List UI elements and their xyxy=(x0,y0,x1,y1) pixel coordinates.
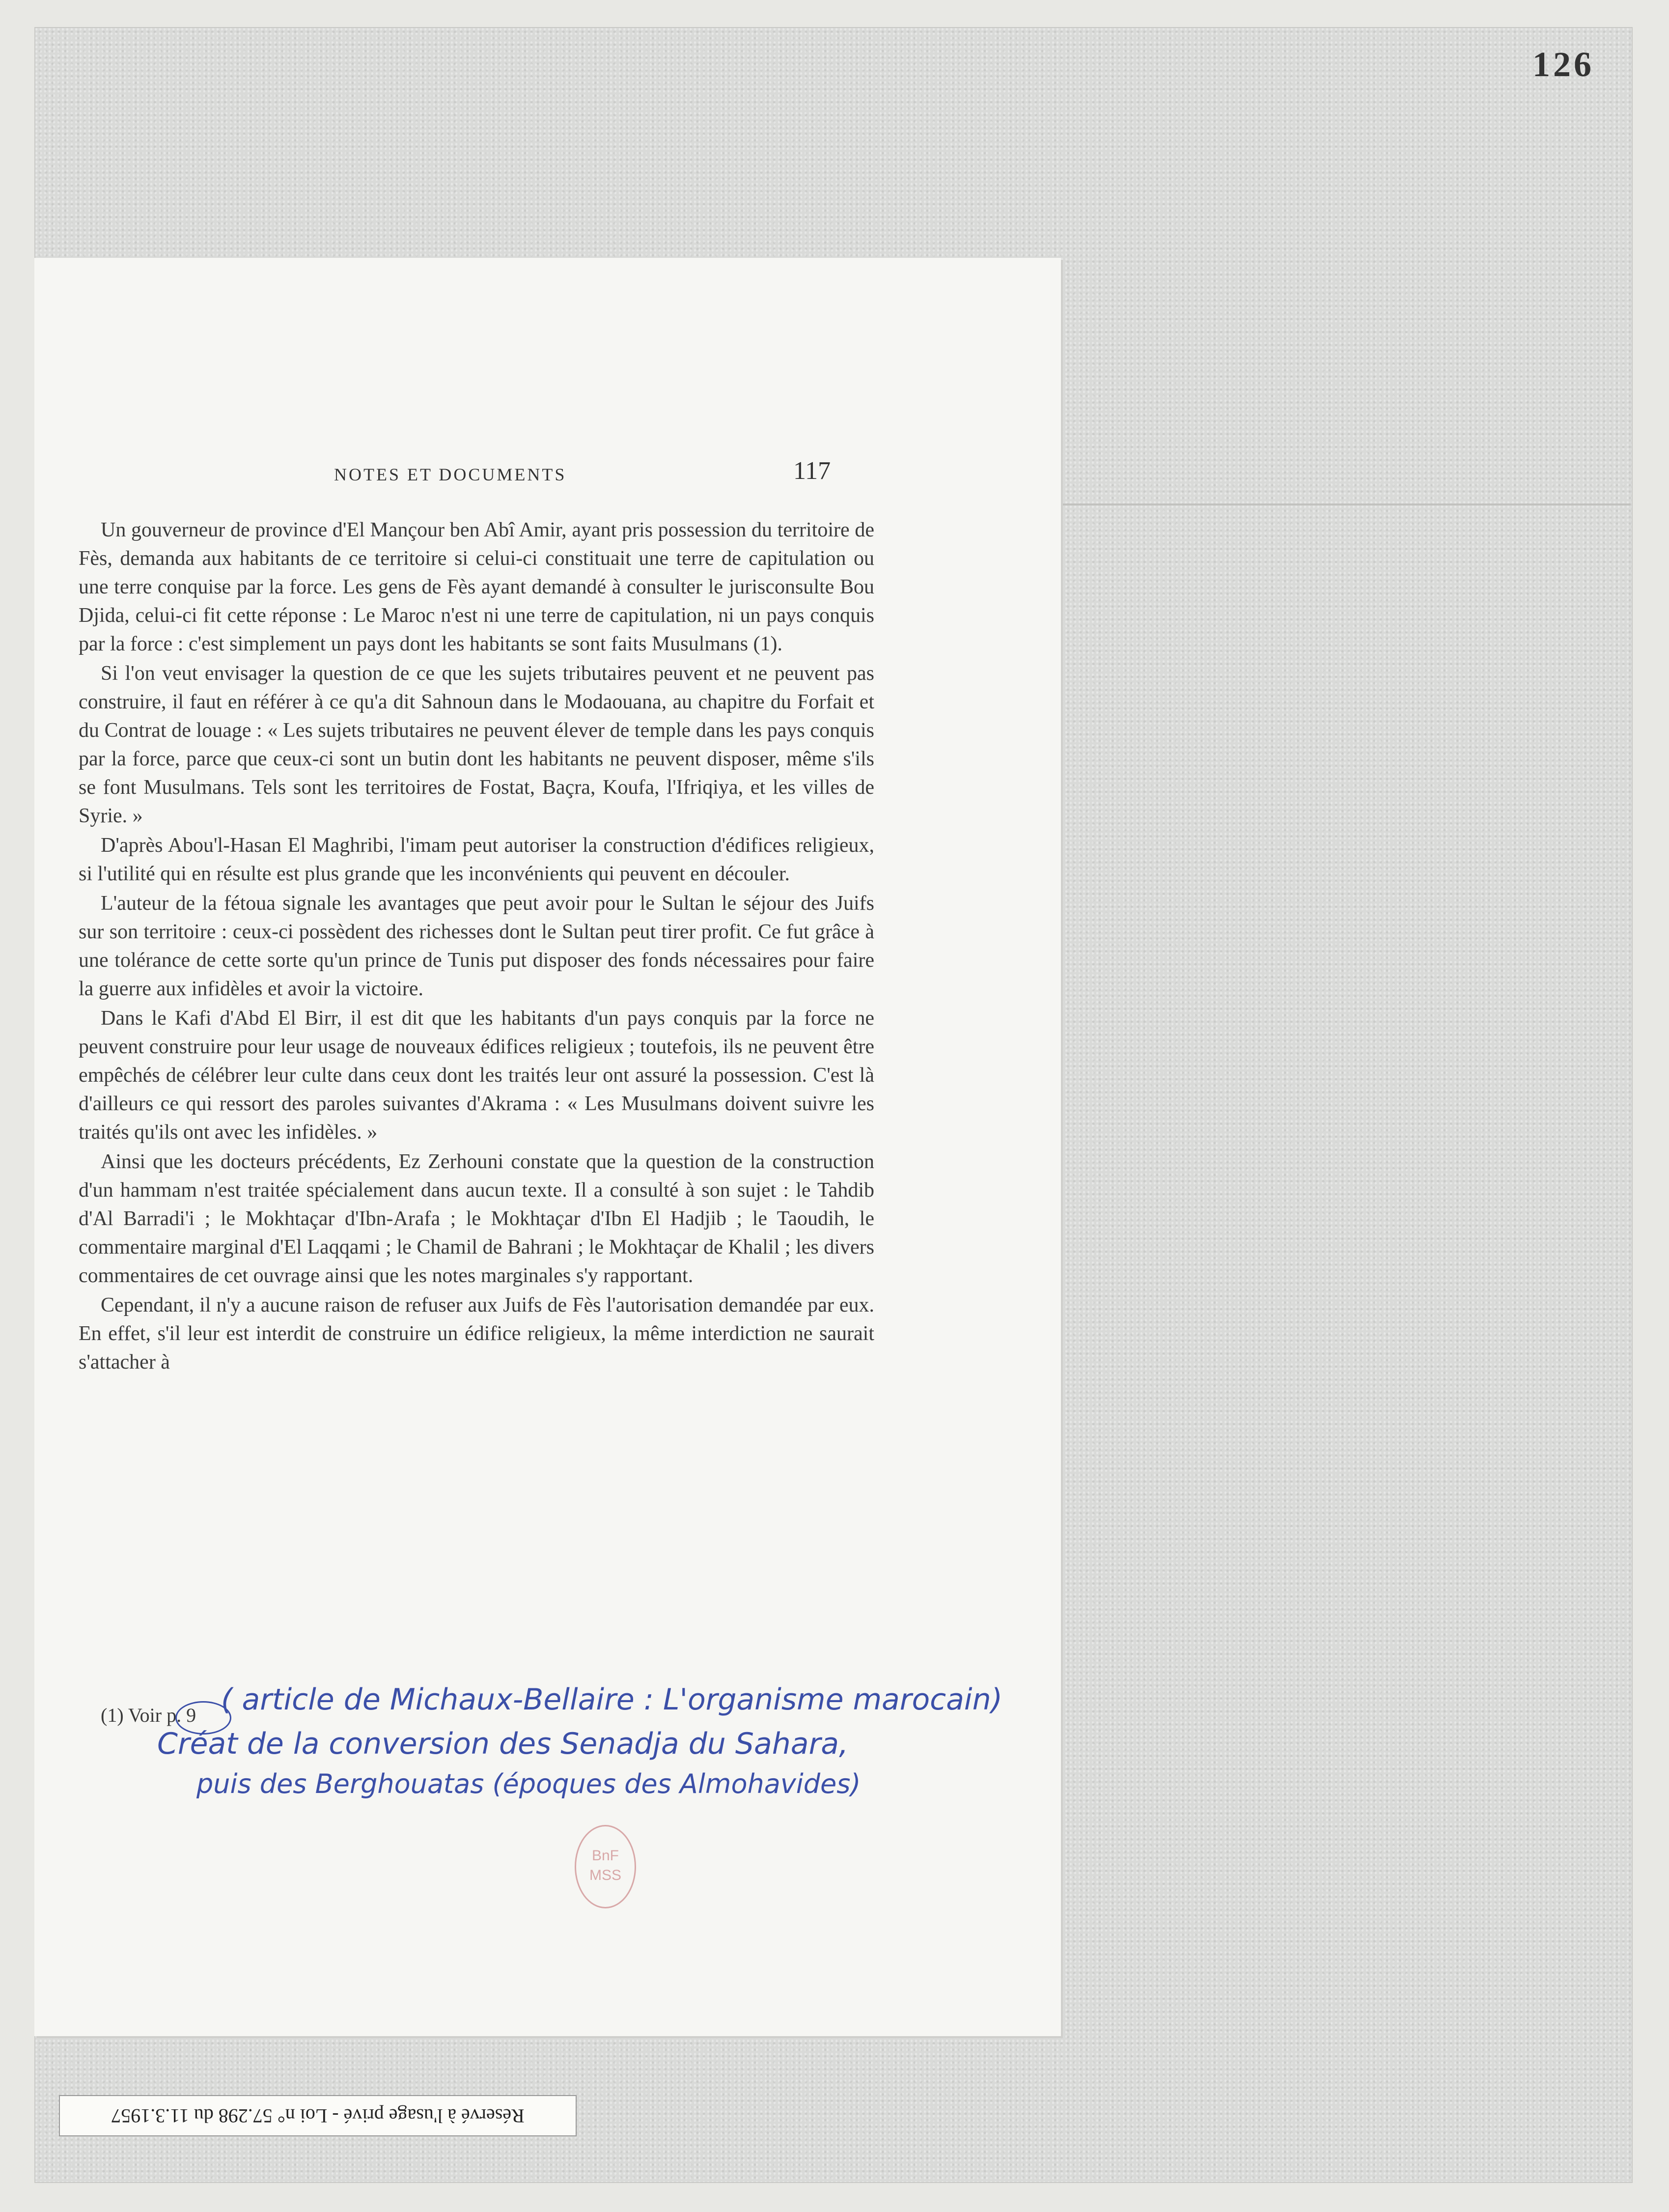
body-text xyxy=(79,516,874,1377)
paragraph: L'auteur de la fétoua signale les avantages que peut avoir pour le Sultan le séjour des Juifs sur son territoire : ceux-ci possèdent des richesses dont le Sultan peut tirer profit. Ce fut grâce à une tolérance de cette sorte qu'un prince de Tunis put disposer des fonds nécessaires pour faire la guerre aux infidèles et avoir la victoire. xyxy=(79,892,874,1000)
paragraph: Ainsi que les docteurs précédents, Ez Zerhouni constate que la question de la construction d'un hammam n'est traitée spécialement dans aucun texte. Il a consulté à son sujet : le Tahdib d'Al Barradi'i ; le Mokhtaçar d'Ibn-Arafa ; le Mokhtaçar d'Ibn El Hadjib ; le Taoudih, le commentaire marginal d'El Laqqami ; le Chamil de Bahrani ; le Mokhtaçar de Khalil ; les divers commentaires de cet ouvrage ainsi que les notes marginales s'y rapportant. xyxy=(79,1150,874,1287)
footnote: (1) Voir p. 9 xyxy=(101,1704,196,1726)
library-stamp xyxy=(575,1825,636,1908)
usage-label: Réservé à l'usage privé - Loi n° 57.298 du 11.3.1957 xyxy=(59,2095,577,2136)
page-number: 117 xyxy=(793,457,831,485)
paragraph: Dans le Kafi d'Abd El Birr, il est dit que les habitants d'un pays conquis par la force ne peuvent construire pour leur usage de nouveaux édifices religieux ; toutefois, ils ne peuvent être empêchés de célébrer leur culte dans ceux dont les traités leur ont assuré la possession. C'est là d'ailleurs ce qui ressort des paroles suivantes d'Akrama : « Les Musulmans doivent suivre les traités qu'ils ont avec les infidèles. » xyxy=(79,1007,874,1144)
paragraph: D'après Abou'l-Hasan El Maghribi, l'imam peut autoriser la construction d'édifices religieux, si l'utilité qui en résulte est plus grande que les inconvénients qui peuvent en découler. xyxy=(79,834,874,885)
handwritten-note-line: ( article de Michaux-Bellaire : L'organisme marocain) xyxy=(221,1682,1003,1717)
document-page xyxy=(34,258,1061,2036)
paragraph: Un gouverneur de province d'El Mançour ben Abî Amir, ayant pris possession du territoire de Fès, demanda aux habitants de ce territoire si celui-ci constituait une terre de capitulation ou une terre conquise par la force. Les gens de Fès ayant demandé à consulter le jurisconsulte Bou Djida, celui-ci fit cette réponse : Le Maroc n'est ni une terre de capitulation, ni un pays conquis par la force : c'est simplement un pays dont les habitants se sont faits Musulmans (1). xyxy=(79,519,874,655)
running-head-title: NOTES ET DOCUMENTS xyxy=(334,465,567,484)
handwritten-note-line: Créat de la conversion des Senadja du Sahara, xyxy=(157,1727,849,1761)
paper-edge-line xyxy=(1061,504,1631,505)
stamp-line: BnF xyxy=(591,1848,619,1864)
handwritten-note-line: puis des Berghouatas (époques des Almohavides) xyxy=(196,1768,861,1799)
paragraph: Cependant, il n'y a aucune raison de refuser aux Juifs de Fès l'autorisation demandée par eux. En effet, s'il leur est interdit de construire un édifice religieux, la même interdiction ne saurait s'attacher à xyxy=(79,1294,874,1373)
stamp-line: MSS xyxy=(589,1867,621,1883)
folio-number: 126 xyxy=(1532,45,1594,84)
paragraph: Si l'on veut envisager la question de ce que les sujets tributaires peuvent et ne peuvent pas construire, il faut en référer à ce qu'a dit Sahnoun dans le Modaouana, au chapitre du Forfait et du Contrat de louage : « Les sujets tributaires ne peuvent élever de temple dans les pays conquis par la force, parce que ceux-ci sont un butin dont les habitants ne peuvent disposer, même s'ils se font Musulmans. Tels sont les territoires de Fostat, Baçra, Koufa, l'Ifriqiya, et les villes de Syrie. » xyxy=(79,662,874,827)
